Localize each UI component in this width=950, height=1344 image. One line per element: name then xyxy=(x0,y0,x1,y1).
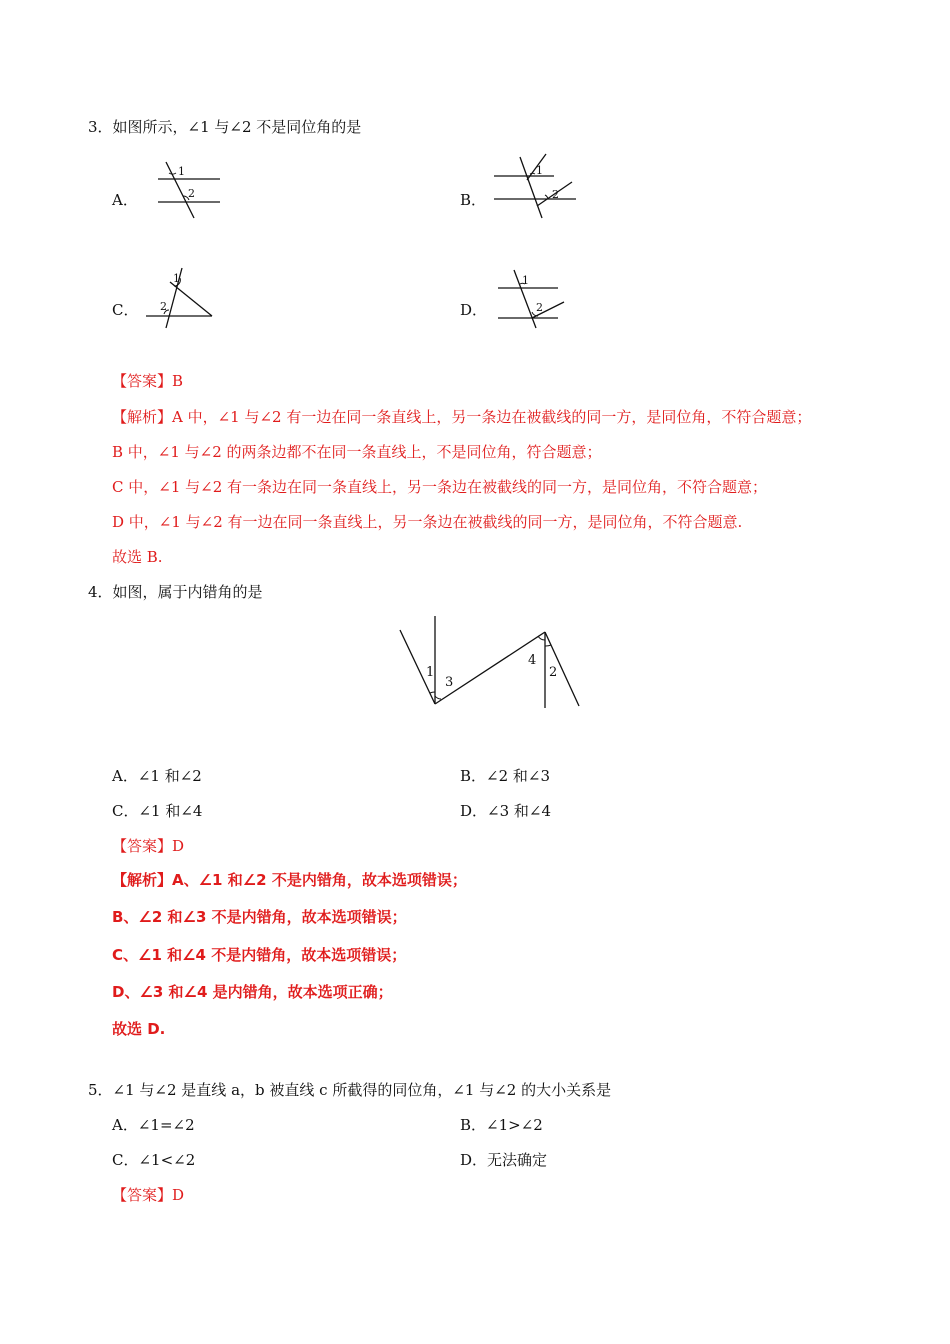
q4-option-d[interactable]: D．∠3 和∠4 xyxy=(460,802,552,820)
q3-analysis-line-2: B 中，∠1 与∠2 的两条边都不在同一条直线上，不是同位角，符合题意； xyxy=(112,443,602,461)
q3c-angle1-label: 1 xyxy=(173,272,180,285)
q3a-angle1-label: 1 xyxy=(178,165,185,178)
q4-answer: 【答案】D xyxy=(112,837,185,855)
q4-analysis-line-5: 故选 D. xyxy=(112,1020,166,1038)
q3-stem: 3．如图所示，∠1 与∠2 不是同位角的是 xyxy=(88,118,362,136)
q4-option-c[interactable]: C．∠1 和∠4 xyxy=(112,802,203,820)
q3c-angle2-label: 2 xyxy=(160,300,167,313)
q3d-angle1-label: 1 xyxy=(522,274,529,287)
q4-analysis-line-1: 【解析】A、∠1 和∠2 不是内错角，故本选项错误； xyxy=(112,871,467,889)
q4-option-a[interactable]: A．∠1 和∠2 xyxy=(112,767,202,785)
q5-option-c[interactable]: C．∠1<∠2 xyxy=(112,1151,196,1169)
q3d-angle2-label: 2 xyxy=(536,301,543,314)
q3-answer: 【答案】B xyxy=(112,372,184,390)
q3b-angle1-label: 1 xyxy=(536,164,543,177)
q4-angle1-label: 1 xyxy=(426,665,435,680)
q3-option-d-label[interactable]: D． xyxy=(460,301,488,319)
q3-analysis-line-5: 故选 B. xyxy=(112,548,163,566)
q3a-angle2-label: 2 xyxy=(188,187,195,200)
q5-answer: 【答案】D xyxy=(112,1186,185,1204)
q3-analysis-line-4: D 中，∠1 与∠2 有一边在同一条直线上，另一条边在被截线的同一方，是同位角，不符合题意. xyxy=(112,513,743,531)
q4-angle2-label: 2 xyxy=(549,665,558,680)
q5-option-a[interactable]: A．∠1=∠2 xyxy=(112,1116,195,1134)
q3-figure-d xyxy=(492,264,572,334)
q4-analysis-line-3: C、∠1 和∠4 不是内错角，故本选项错误； xyxy=(112,946,407,964)
q5-option-b[interactable]: B．∠1>∠2 xyxy=(460,1116,543,1134)
q4-angle3-label: 3 xyxy=(445,675,454,690)
q3b-angle2-label: 2 xyxy=(552,188,559,201)
q4-analysis-line-4: D、∠3 和∠4 是内错角，故本选项正确； xyxy=(112,983,393,1001)
q3-option-c-label[interactable]: C． xyxy=(112,301,139,319)
q3-option-a-label[interactable]: A． xyxy=(112,191,138,209)
q3-figure-b xyxy=(490,152,585,222)
q3-figure-c xyxy=(140,264,220,334)
q5-option-d[interactable]: D．无法确定 xyxy=(460,1151,548,1169)
q5-stem: 5．∠1 与∠2 是直线 a，b 被直线 c 所截得的同位角，∠1 与∠2 的大小关系是 xyxy=(88,1081,612,1099)
q4-option-b[interactable]: B．∠2 和∠3 xyxy=(460,767,551,785)
q3-figure-a xyxy=(150,160,230,220)
q3-analysis-line-1: 【解析】A 中，∠1 与∠2 有一边在同一条直线上，另一条边在被截线的同一方，是同位角，不符合题意； xyxy=(112,408,812,426)
q3-option-b-label[interactable]: B． xyxy=(460,191,487,209)
q4-figure xyxy=(395,612,590,712)
q4-analysis-line-2: B、∠2 和∠3 不是内错角，故本选项错误； xyxy=(112,908,407,926)
q3-analysis-line-3: C 中，∠1 与∠2 有一条边在同一条直线上，另一条边在被截线的同一方，是同位角，不符合题意； xyxy=(112,478,768,496)
q4-angle4-label: 4 xyxy=(528,653,537,668)
q4-stem: 4．如图，属于内错角的是 xyxy=(88,583,263,601)
